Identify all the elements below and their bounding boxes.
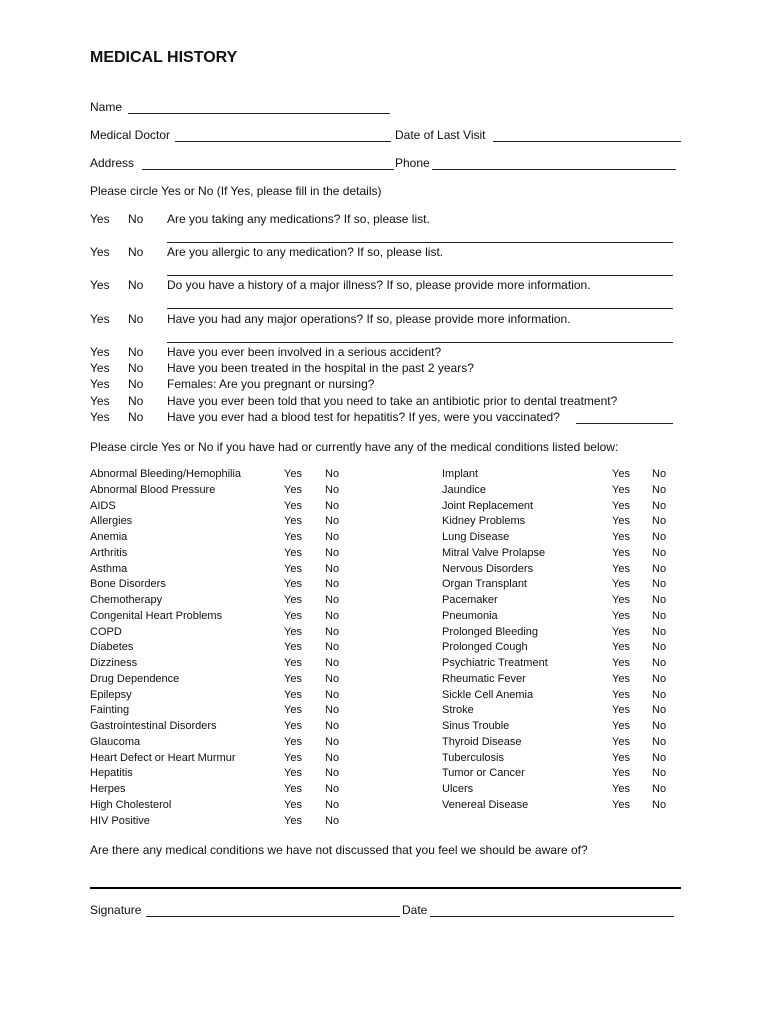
condition-no[interactable]: No xyxy=(652,689,667,701)
condition-no[interactable]: No xyxy=(325,515,340,527)
condition-no[interactable]: No xyxy=(325,752,340,764)
condition-yes[interactable]: Yes xyxy=(284,799,302,811)
condition-yes[interactable]: Yes xyxy=(284,594,302,606)
condition-no[interactable]: No xyxy=(325,484,340,496)
condition-no[interactable]: No xyxy=(325,626,340,638)
condition-yes[interactable]: Yes xyxy=(284,689,302,701)
question-no[interactable]: No xyxy=(128,245,144,259)
question-no[interactable]: No xyxy=(128,377,144,391)
question-text: Have you been treated in the hospital in the past 2 years? xyxy=(167,361,474,375)
condition-yes[interactable]: Yes xyxy=(284,657,302,669)
condition-yes[interactable]: Yes xyxy=(284,783,302,795)
condition-yes[interactable]: Yes xyxy=(284,610,302,622)
condition-yes[interactable]: Yes xyxy=(612,673,630,685)
condition-name: Jaundice xyxy=(442,484,487,496)
condition-yes[interactable]: Yes xyxy=(612,799,630,811)
condition-name: Joint Replacement xyxy=(442,500,534,512)
condition-no[interactable]: No xyxy=(652,767,667,779)
condition-yes[interactable]: Yes xyxy=(284,626,302,638)
question-yes[interactable]: Yes xyxy=(90,345,110,359)
condition-yes[interactable]: Yes xyxy=(612,720,630,732)
question-text: Have you ever had a blood test for hepatitis? If yes, were you vaccinated? xyxy=(167,410,560,424)
condition-yes[interactable]: Yes xyxy=(284,752,302,764)
condition-yes[interactable]: Yes xyxy=(612,704,630,716)
condition-name: Psychiatric Treatment xyxy=(442,657,548,669)
condition-no[interactable]: No xyxy=(652,515,667,527)
condition-name: Thyroid Disease xyxy=(442,736,522,748)
question-yes[interactable]: Yes xyxy=(90,312,110,326)
other-conditions-line[interactable] xyxy=(90,887,681,889)
condition-no[interactable]: No xyxy=(325,468,340,480)
condition-no[interactable]: No xyxy=(325,547,340,559)
condition-no[interactable]: No xyxy=(325,563,340,575)
condition-yes[interactable]: Yes xyxy=(612,657,630,669)
condition-name: Prolonged Bleeding xyxy=(442,626,539,638)
condition-name: Tuberculosis xyxy=(442,752,504,764)
condition-name: AIDS xyxy=(90,500,116,512)
condition-name: Hepatitis xyxy=(90,767,133,779)
condition-yes[interactable]: Yes xyxy=(612,689,630,701)
condition-name: Fainting xyxy=(90,704,130,716)
condition-name: Kidney Problems xyxy=(442,515,526,527)
condition-yes[interactable]: Yes xyxy=(284,641,302,653)
condition-yes[interactable]: Yes xyxy=(612,468,630,480)
condition-name: High Cholesterol xyxy=(90,799,172,811)
instructions: Please circle Yes or No (If Yes, please fill in the details) xyxy=(90,184,382,198)
condition-yes[interactable]: Yes xyxy=(284,547,302,559)
condition-no[interactable]: No xyxy=(652,547,667,559)
condition-no[interactable]: No xyxy=(652,641,667,653)
condition-name: Lung Disease xyxy=(442,531,510,543)
condition-name: Rheumatic Fever xyxy=(442,673,526,685)
condition-name: HIV Positive xyxy=(90,815,150,827)
condition-yes[interactable]: Yes xyxy=(284,720,302,732)
question-text: Have you ever been told that you need to take an antibiotic prior to dental treatment? xyxy=(167,394,618,408)
condition-no[interactable]: No xyxy=(325,673,340,685)
question-no[interactable]: No xyxy=(128,410,144,424)
question-yes[interactable]: Yes xyxy=(90,410,110,424)
condition-name: Implant xyxy=(442,468,479,480)
condition-no[interactable]: No xyxy=(652,657,667,669)
condition-yes[interactable]: Yes xyxy=(612,578,630,590)
condition-no[interactable]: No xyxy=(325,799,340,811)
condition-no[interactable]: No xyxy=(325,767,340,779)
condition-no[interactable]: No xyxy=(325,594,340,606)
name-label: Name xyxy=(90,100,123,114)
last-visit-label: Date of Last Visit xyxy=(395,128,486,142)
condition-yes[interactable]: Yes xyxy=(612,736,630,748)
question-yes[interactable]: Yes xyxy=(90,377,110,391)
condition-no[interactable]: No xyxy=(652,594,667,606)
condition-yes[interactable]: Yes xyxy=(284,468,302,480)
condition-yes[interactable]: Yes xyxy=(612,547,630,559)
condition-no[interactable]: No xyxy=(325,720,340,732)
question-detail-line[interactable] xyxy=(167,342,673,343)
address-field[interactable] xyxy=(142,169,394,170)
condition-yes[interactable]: Yes xyxy=(612,767,630,779)
question-text: Females: Are you pregnant or nursing? xyxy=(167,377,375,391)
condition-yes[interactable]: Yes xyxy=(612,783,630,795)
condition-name: Glaucoma xyxy=(90,736,141,748)
condition-yes[interactable]: Yes xyxy=(284,736,302,748)
condition-no[interactable]: No xyxy=(652,799,667,811)
condition-no[interactable]: No xyxy=(652,783,667,795)
condition-yes[interactable]: Yes xyxy=(612,531,630,543)
condition-no[interactable]: No xyxy=(652,484,667,496)
condition-yes[interactable]: Yes xyxy=(612,752,630,764)
condition-name: Pacemaker xyxy=(442,594,498,606)
condition-no[interactable]: No xyxy=(325,610,340,622)
question-text: Are you allergic to any medication? If so, please list. xyxy=(167,245,444,259)
page-title: MEDICAL HISTORY xyxy=(90,49,238,66)
condition-name: COPD xyxy=(90,626,122,638)
phone-field[interactable] xyxy=(432,169,676,170)
condition-yes[interactable]: Yes xyxy=(284,578,302,590)
condition-name: Nervous Disorders xyxy=(442,563,534,575)
question-text: Do you have a history of a major illness? If so, please provide more information. xyxy=(167,278,591,292)
address-label: Address xyxy=(90,156,135,170)
question-yes[interactable]: Yes xyxy=(90,361,110,375)
signature-label: Signature xyxy=(90,903,142,917)
condition-yes[interactable]: Yes xyxy=(284,531,302,543)
condition-yes[interactable]: Yes xyxy=(612,626,630,638)
question-no[interactable]: No xyxy=(128,278,144,292)
condition-no[interactable]: No xyxy=(652,500,667,512)
condition-name: Chemotherapy xyxy=(90,594,163,606)
condition-name: Herpes xyxy=(90,783,126,795)
date-label: Date xyxy=(402,903,428,917)
condition-name: Arthritis xyxy=(90,547,128,559)
question-yes[interactable]: Yes xyxy=(90,245,110,259)
condition-yes[interactable]: Yes xyxy=(612,484,630,496)
condition-name: Organ Transplant xyxy=(442,578,527,590)
condition-no[interactable]: No xyxy=(325,783,340,795)
phone-label: Phone xyxy=(395,156,430,170)
condition-no[interactable]: No xyxy=(652,704,667,716)
condition-name: Drug Dependence xyxy=(90,673,180,685)
condition-yes[interactable]: Yes xyxy=(612,500,630,512)
condition-yes[interactable]: Yes xyxy=(284,500,302,512)
condition-yes[interactable]: Yes xyxy=(284,484,302,496)
question-text: Are you taking any medications? If so, please list. xyxy=(167,212,430,226)
question-no[interactable]: No xyxy=(128,312,144,326)
condition-name: Prolonged Cough xyxy=(442,641,528,653)
condition-yes[interactable]: Yes xyxy=(284,515,302,527)
question-detail-line[interactable] xyxy=(167,242,673,243)
question-no[interactable]: No xyxy=(128,394,144,408)
question-detail-line[interactable] xyxy=(167,275,673,276)
condition-no[interactable]: No xyxy=(652,531,667,543)
date-field[interactable] xyxy=(430,916,674,917)
condition-name: Sinus Trouble xyxy=(442,720,510,732)
condition-no[interactable]: No xyxy=(325,531,340,543)
vaccination-detail-line[interactable] xyxy=(576,423,673,424)
condition-name: Stroke xyxy=(442,704,474,716)
condition-yes[interactable]: Yes xyxy=(284,673,302,685)
condition-name: Venereal Disease xyxy=(442,799,529,811)
condition-no[interactable]: No xyxy=(325,657,340,669)
condition-name: Bone Disorders xyxy=(90,578,166,590)
condition-name: Dizziness xyxy=(90,657,138,669)
condition-no[interactable]: No xyxy=(652,736,667,748)
last-visit-field[interactable] xyxy=(493,141,681,142)
condition-no[interactable]: No xyxy=(325,641,340,653)
condition-name: Mitral Valve Prolapse xyxy=(442,547,546,559)
condition-yes[interactable]: Yes xyxy=(284,563,302,575)
condition-name: Asthma xyxy=(90,563,128,575)
question-yes[interactable]: Yes xyxy=(90,278,110,292)
condition-yes[interactable]: Yes xyxy=(612,641,630,653)
condition-no[interactable]: No xyxy=(652,752,667,764)
condition-name: Anemia xyxy=(90,531,128,543)
medical-doctor-field[interactable] xyxy=(175,141,391,142)
condition-name: Tumor or Cancer xyxy=(442,767,525,779)
condition-yes[interactable]: Yes xyxy=(284,815,302,827)
condition-yes[interactable]: Yes xyxy=(612,515,630,527)
question-text: Have you ever been involved in a serious accident? xyxy=(167,345,442,359)
condition-name: Allergies xyxy=(90,515,133,527)
signature-field[interactable] xyxy=(146,916,400,917)
other-conditions-question: Are there any medical conditions we have not discussed that you feel we should be aware of? xyxy=(90,843,588,857)
question-no[interactable]: No xyxy=(128,212,144,226)
condition-no[interactable]: No xyxy=(325,500,340,512)
condition-no[interactable]: No xyxy=(325,689,340,701)
question-detail-line[interactable] xyxy=(167,308,673,309)
question-text: Have you had any major operations? If so, please provide more information. xyxy=(167,312,571,326)
condition-no[interactable]: No xyxy=(652,468,667,480)
question-yes[interactable]: Yes xyxy=(90,394,110,408)
condition-name: Gastrointestinal Disorders xyxy=(90,720,217,732)
name-field[interactable] xyxy=(128,113,390,114)
condition-yes[interactable]: Yes xyxy=(284,704,302,716)
condition-no[interactable]: No xyxy=(652,578,667,590)
condition-no[interactable]: No xyxy=(652,673,667,685)
condition-name: Ulcers xyxy=(442,783,474,795)
condition-no[interactable]: No xyxy=(325,736,340,748)
condition-no[interactable]: No xyxy=(652,610,667,622)
condition-no[interactable]: No xyxy=(325,815,340,827)
condition-name: Sickle Cell Anemia xyxy=(442,689,534,701)
condition-name: Abnormal Blood Pressure xyxy=(90,484,216,496)
condition-name: Pneumonia xyxy=(442,610,498,622)
question-no[interactable]: No xyxy=(128,345,144,359)
conditions-instructions: Please circle Yes or No if you have had or currently have any of the medical conditions listed below: xyxy=(90,440,619,454)
condition-no[interactable]: No xyxy=(652,626,667,638)
question-no[interactable]: No xyxy=(128,361,144,375)
condition-name: Epilepsy xyxy=(90,689,132,701)
condition-yes[interactable]: Yes xyxy=(612,594,630,606)
condition-name: Abnormal Bleeding/Hemophilia xyxy=(90,468,242,480)
condition-yes[interactable]: Yes xyxy=(612,610,630,622)
medical-doctor-label: Medical Doctor xyxy=(90,128,171,142)
condition-no[interactable]: No xyxy=(325,578,340,590)
condition-name: Congenital Heart Problems xyxy=(90,610,223,622)
condition-yes[interactable]: Yes xyxy=(612,563,630,575)
condition-no[interactable]: No xyxy=(652,563,667,575)
condition-no[interactable]: No xyxy=(652,720,667,732)
condition-yes[interactable]: Yes xyxy=(284,767,302,779)
condition-name: Heart Defect or Heart Murmur xyxy=(90,752,236,764)
condition-name: Diabetes xyxy=(90,641,134,653)
condition-no[interactable]: No xyxy=(325,704,340,716)
question-yes[interactable]: Yes xyxy=(90,212,110,226)
